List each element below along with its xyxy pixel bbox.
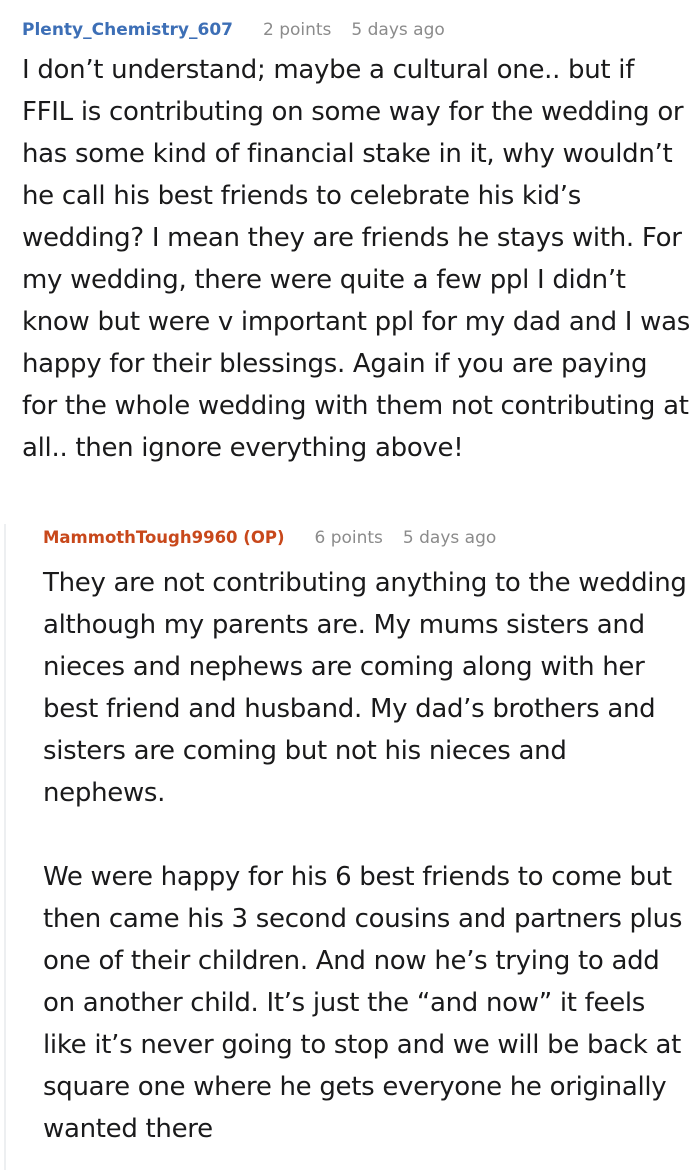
comment-paragraph: I don’t understand; maybe a cultural one.. but if FFIL is contributing on some way for the wedding or has some kind of financial stake in it, why wouldn’t he call his best friends to celebrate his kid’s wedding? I mean they are friends he stays with. For my wedding, there were quite a few ppl I didn’t know but were v important ppl for my dad and I was happy for their blessings. Again if you are paying for the whole wedding with them not contributing at all.. then ignore everything above! [22, 55, 690, 463]
comment-body [22, 49, 690, 469]
comment-author-op[interactable]: MammothTough9960 (OP) [43, 528, 285, 547]
comment-paragraph: We were happy for his 6 best friends to come but then came his 3 second cousins and partners plus one of their children. And now he’s trying to add on another child. It’s just the “and now” it feels like it’s never going to stop and we will be back at square one where he gets everyone he originally wanted there [43, 862, 683, 1144]
thread-line[interactable] [4, 524, 6, 1170]
comment-meta [43, 524, 694, 552]
comment-meta [22, 16, 690, 44]
comment-points: 6 points [314, 528, 383, 548]
comment-timestamp[interactable]: 5 days ago [351, 20, 445, 40]
comment-top [22, 16, 690, 469]
comment-author[interactable]: Plenty_Chemistry_607 [22, 20, 233, 40]
comment-points: 2 points [262, 20, 332, 40]
comment-paragraph: They are not contributing anything to the wedding although my parents are. My mums sisters and nieces and nephews are coming along with her best friend and husband. My dad’s brothers and sisters are coming but not his nieces and nephews. [43, 568, 687, 808]
comment-timestamp[interactable]: 5 days ago [402, 528, 497, 548]
comment-reply [4, 524, 694, 1150]
comment-body [43, 562, 694, 1150]
